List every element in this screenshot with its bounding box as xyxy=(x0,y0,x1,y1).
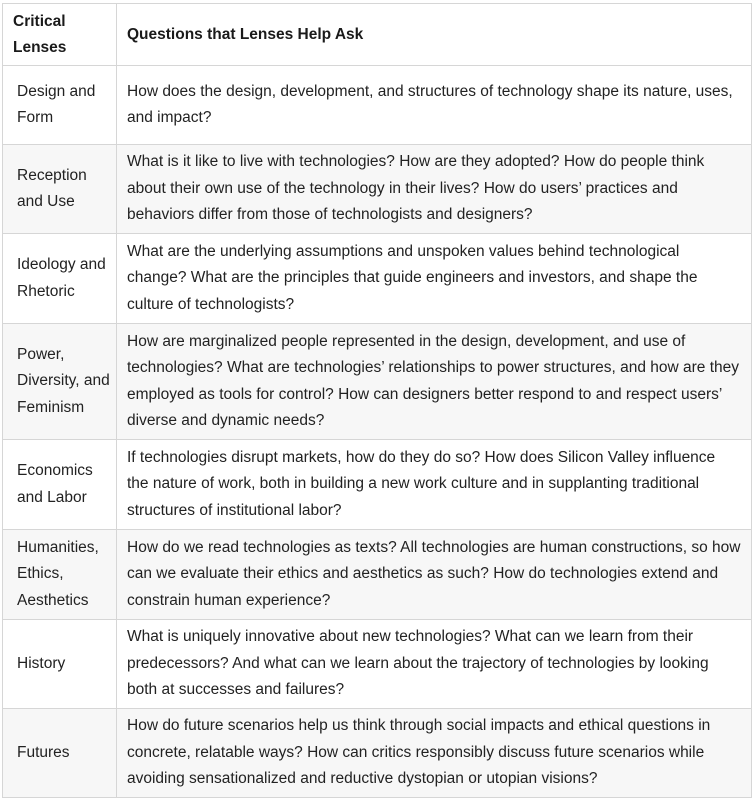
table-row xyxy=(3,66,752,145)
header-questions: Questions that Lenses Help Ask xyxy=(117,4,752,66)
question-cell: How does the design, development, and structures of technology shape its nature, uses, and impact? xyxy=(117,66,752,145)
lens-cell: Power, Diversity, and Feminism xyxy=(3,324,117,440)
question-cell: If technologies disrupt markets, how do they do so? How does Silicon Valley influence the nature of work, both in building a new work culture and in supplanting traditional structures of institutional labor? xyxy=(117,440,752,530)
question-cell: How are marginalized people represented in the design, development, and use of technologies? What are technologies’ relationships to power structures, and how are they employed as tools for control? How can designers better respond to and respect users’ diverse and dynamic needs? xyxy=(117,324,752,440)
header-critical-lenses: Critical Lenses xyxy=(3,4,117,66)
question-cell: How do future scenarios help us think through social impacts and ethical questions in concrete, relatable ways? How can critics responsibly discuss future scenarios while avoiding sensationalized and reductive dystopian or utopian visions? xyxy=(117,709,752,798)
question-cell: What is uniquely innovative about new technologies? What can we learn from their predecessors? And what can we learn about the trajectory of technologies by looking both at successes and failures? xyxy=(117,620,752,709)
question-cell: What is it like to live with technologies? How are they adopted? How do people think about their own use of the technology in their lives? How do users’ practices and behaviors differ from those of technologists and designers? xyxy=(117,145,752,234)
table-row xyxy=(3,530,752,620)
lens-cell: Humanities, Ethics, Aesthetics xyxy=(3,530,117,620)
table-row xyxy=(3,234,752,324)
table-header-row xyxy=(3,4,752,66)
lens-cell: Reception and Use xyxy=(3,145,117,234)
lens-cell: Design and Form xyxy=(3,66,117,145)
table-row xyxy=(3,709,752,798)
critical-lenses-table xyxy=(2,3,752,798)
lens-cell: Ideology and Rhetoric xyxy=(3,234,117,324)
lens-cell: Economics and Labor xyxy=(3,440,117,530)
table-row xyxy=(3,440,752,530)
table-row xyxy=(3,620,752,709)
lens-cell: History xyxy=(3,620,117,709)
question-cell: How do we read technologies as texts? All technologies are human constructions, so how can we evaluate their ethics and aesthetics as such? How do technologies extend and constrain human experience? xyxy=(117,530,752,620)
table-row xyxy=(3,145,752,234)
lens-cell: Futures xyxy=(3,709,117,798)
question-cell: What are the underlying assumptions and unspoken values behind technological change? What are the principles that guide engineers and investors, and shape the culture of technologists? xyxy=(117,234,752,324)
table-row xyxy=(3,324,752,440)
